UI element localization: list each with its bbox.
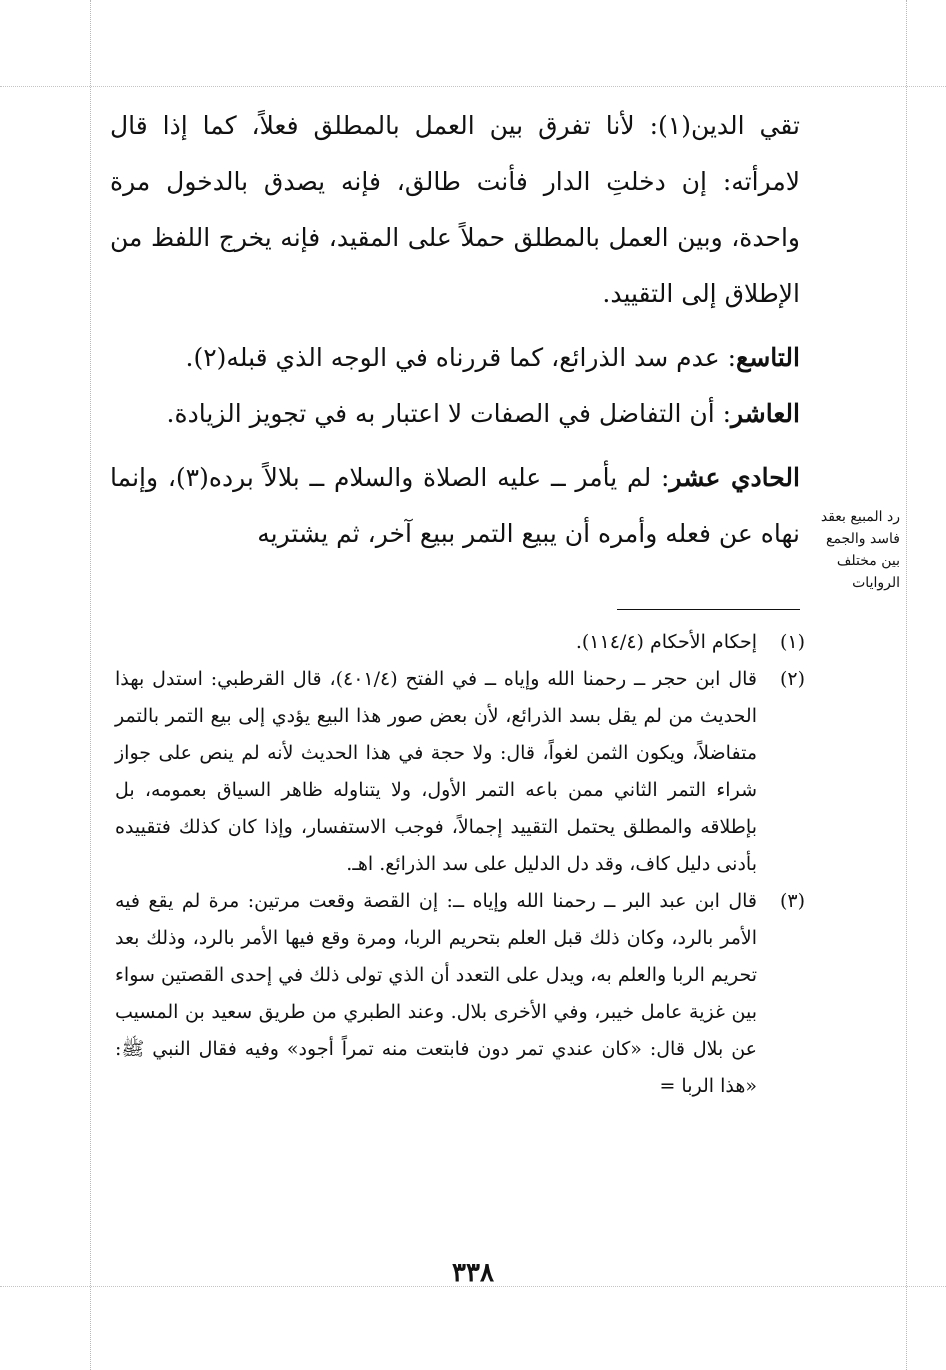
footnote-text: قال ابن حجر ــ رحمنا الله وإياه ــ في الفتح (٤٠١/٤)، قال القرطبي: استدل بهذا الحديث من لم يقل بسد الذرائع، لأن بعض صور هذا البيع يؤدي إلى بيع التمر بالتمر متفاضلاً، ويكون الثمن لغواً، قال: ولا حجة في هذا الحديث لأنه لم ينص على جواز شراء التمر الثاني ممن باعه التمر الأول، ولا يتناوله ظاهر السياق بعمومه، بل بإطلاقه والمطلق يحتمل التقييد إجمالاً، فوجب الاستفسار، وإذا كان كذلك فتقييده بأدنى دليل كاف، وقد دل الدليل على سد الذرائع. اهـ.	[115, 668, 757, 875]
page-number: ٣٣٨	[452, 1258, 494, 1288]
footnote-text: إحكام الأحكام (١١٤/٤).	[575, 631, 757, 653]
point-eleventh-text: : لم يأمر ــ عليه الصلاة والسلام ــ بلالاً برده(٣)، وإنما نهاه عن فعله وأمره أن يبيع التمر ببيع آخر، ثم يشتريه	[110, 463, 800, 548]
margin-note: رد المبيع بعقد فاسد والجمع بين مختلف الروايات	[820, 509, 900, 591]
footnote-separator	[617, 609, 800, 610]
point-eleventh-lead: الحادي عشر	[669, 463, 800, 492]
point-ninth	[110, 330, 800, 386]
footnote-number: (٣)	[779, 890, 805, 912]
footnotes	[115, 624, 805, 1105]
footnote-2	[115, 661, 805, 883]
point-ninth-lead: التاسع	[736, 343, 800, 372]
guide-line	[0, 86, 946, 87]
point-ninth-text: : عدم سد الذرائع، كما قررناه في الوجه الذي قبله(٢).	[185, 343, 737, 372]
point-tenth	[110, 386, 800, 442]
point-tenth-text: : أن التفاضل في الصفات لا اعتبار به في تجويز الزيادة.	[166, 399, 732, 428]
paragraph-continuation: تقي الدين(١): لأنا تفرق بين العمل بالمطلق فعلاً، كما إذا قال لامرأته: إن دخلتِ الدار فأنت طالق، فإنه يصدق بالدخول مرة واحدة، وبين العمل بالمطلق حملاً على المقيد، فإنه يخرج اللفظ من الإطلاق إلى التقييد.	[110, 111, 800, 308]
point-tenth-lead: العاشر	[731, 399, 800, 428]
point-eleventh	[110, 450, 800, 562]
guide-line	[906, 0, 907, 1370]
guide-line	[90, 0, 91, 1370]
footnote-number: (٢)	[779, 668, 805, 690]
footnote-text: قال ابن عبد البر ــ رحمنا الله وإياه ــ: إن القصة وقعت مرتين: مرة لم يقع فيه الأمر بالرد، وكان ذلك قبل العلم بتحريم الربا، ومرة وقع فيها الأمر بالرد، وذلك بعد تحريم الربا والعلم به، ويدل على التعدد أن الذي تولى ذلك في إحدى القصتين سواء بين غزية عامل خيبر، وفي الأخرى بلال. وعند الطبري من طريق سعيد بن المسيب عن بلال قال: «كان عندي تمر دون فابتعت منه تمراً أجود» وفيه فقال النبي ﷺ: «هذا الربا =	[115, 890, 757, 1097]
footnote-number: (١)	[779, 631, 805, 653]
footnote-1	[115, 624, 805, 661]
main-text	[110, 98, 800, 562]
footnote-3	[115, 883, 805, 1105]
